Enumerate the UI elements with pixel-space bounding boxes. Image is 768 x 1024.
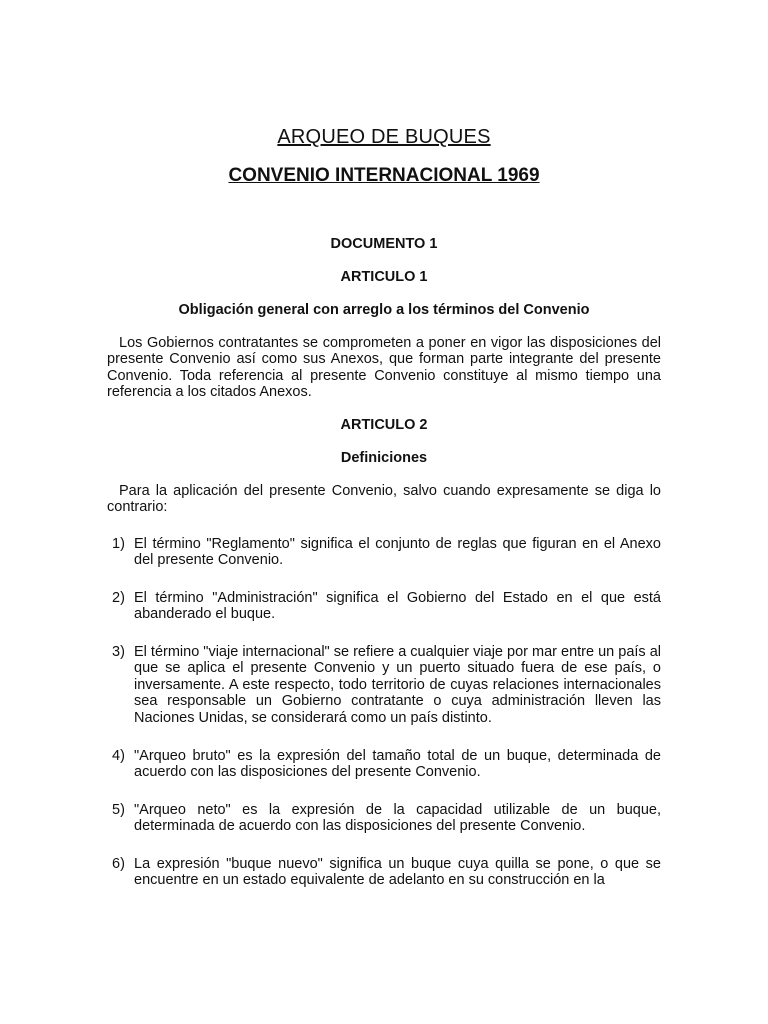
document-subtitle: CONVENIO INTERNACIONAL 1969 <box>228 165 540 186</box>
article-2-heading: ARTICULO 2 <box>340 417 428 433</box>
article-2-title: Definiciones <box>340 450 428 466</box>
definition-item <box>112 748 661 781</box>
item-number: 3) <box>112 644 125 660</box>
definition-item <box>112 856 661 889</box>
item-text: "Arqueo bruto" es la expresión del tamaño total de un buque, determinada de acuerdo con las disposiciones del presente Convenio. <box>134 748 661 781</box>
article-1-paragraph: Los Gobiernos contratantes se comprometen a poner en vigor las disposiciones del presente Convenio así como sus Anexos, que forman parte integrante del presente Convenio. Toda referencia al presente Convenio constituye al mismo tiempo una referencia a los citados Anexos. <box>107 335 661 401</box>
item-text: "Arqueo neto" es la expresión de la capacidad utilizable de un buque, determinada de acuerdo con las disposiciones del presente Convenio. <box>134 802 661 835</box>
definition-item <box>112 644 661 726</box>
definition-item <box>112 590 661 623</box>
article-2-intro: Para la aplicación del presente Convenio, salvo cuando expresamente se diga lo contrario: <box>107 483 661 516</box>
item-number: 6) <box>112 856 125 872</box>
document-number-heading: DOCUMENTO 1 <box>330 236 438 252</box>
item-number: 1) <box>112 536 125 552</box>
item-number: 2) <box>112 590 125 606</box>
definition-item <box>112 802 661 835</box>
article-1-title: Obligación general con arreglo a los términos del Convenio <box>178 302 590 318</box>
item-number: 4) <box>112 748 125 764</box>
item-number: 5) <box>112 802 125 818</box>
article-1-heading: ARTICULO 1 <box>340 269 428 285</box>
definition-item <box>112 536 661 569</box>
item-text: El término "viaje internacional" se refiere a cualquier viaje por mar entre un país al que se aplica el presente Convenio y un puerto situado fuera de ese país, o inversamente. A este respecto, todo territorio de cuyas relaciones internacionales sea responsable un Gobierno contratante o cuya administración lleven las Naciones Unidas, se considerará como un país distinto. <box>134 644 661 726</box>
document-title: ARQUEO DE BUQUES <box>277 126 491 148</box>
item-text: La expresión "buque nuevo" significa un buque cuya quilla se pone, o que se encuentre en un estado equivalente de adelanto en su construcción en la <box>134 856 661 889</box>
item-text: El término "Reglamento" significa el conjunto de reglas que figuran en el Anexo del presente Convenio. <box>134 536 661 569</box>
item-text: El término "Administración" significa el Gobierno del Estado en el que está abanderado el buque. <box>134 590 661 623</box>
